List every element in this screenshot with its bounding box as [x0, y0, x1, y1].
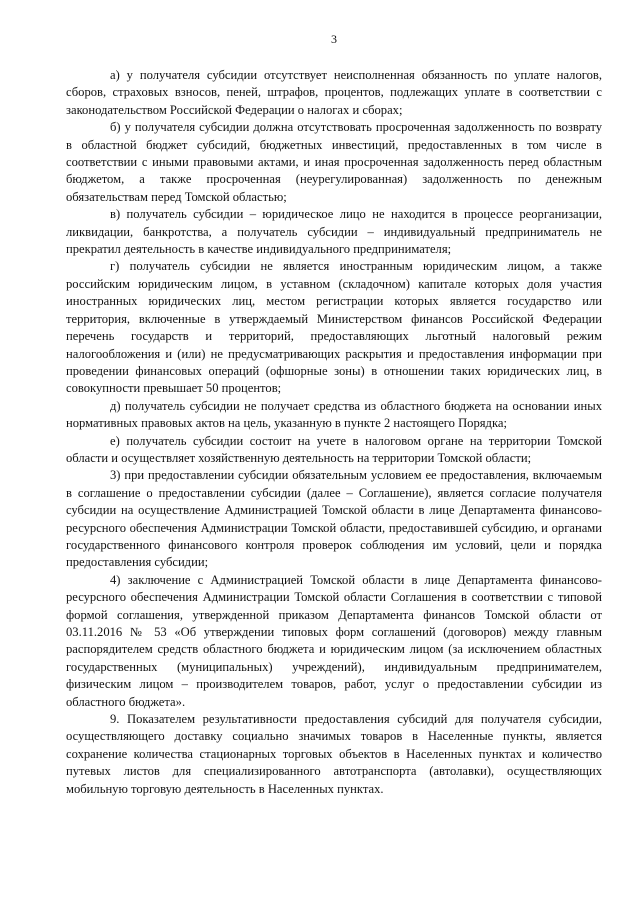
paragraph-b: б) у получателя субсидии должна отсутствовать просроченная задолженность по возврату в областной бюджет субсидий, бюджетных инвестиций, предоставленных в том числе в соответствии с иными правовыми актами, и иная просроченная задолженность перед областным бюджетом, а также просроченная (неурегулированная) задолженность по денежным обязательствам перед Томской областью; [66, 120, 602, 204]
paragraph-9: 9. Показателем результативности предоставления субсидий для получателя субсидии, осуществляющего доставку социально значимых товаров в Населенные пункты, является сохранение количества стационарных торговых объектов в Населенных пунктах и количество путевых листов для специализированного автотранспорта (автолавки), осуществляющих мобильную торговую деятельность в Населенных пунктах. [66, 712, 602, 796]
paragraph-4: 4) заключение с Администрацией Томской области в лице Департамента финансово-ресурсного обеспечения Администрации Томской области Соглашения в соответствии с типовой формой соглашения, утвержденной приказом Департамента финансов Томской области от 03.11.2016 № 53 «Об утверждении типовых форм соглашений (договоров) между главным распорядителем средств областного бюджета и юридическим лицом (за исключением областных государственных (муниципальных) учреждений), индивидуальным предпринимателем, физическим лицом – производителем товаров, работ, услуг о предоставлении субсидии из областного бюджета». [66, 572, 602, 709]
paragraph-v: в) получатель субсидии – юридическое лицо не находится в процессе реорганизации, ликвидации, банкротства, а получатель субсидии – индивидуальный предприниматель не прекратил деятельность в качестве индивидуального предпринимателя; [66, 207, 602, 257]
paragraph-3: 3) при предоставлении субсидии обязательным условием ее предоставления, включаемым в соглашение о предоставлении субсидии (далее – Соглашение), является согласие получателя субсидии на осуществление Администрацией Томской области в лице Департамента финансово-ресурсного обеспечения Администрации Томской области, предоставившей субсидию, и органами государственного финансового контроля проверок соблюдения им условий, цели и порядка предоставления субсидии; [66, 468, 602, 570]
paragraph-e: е) получатель субсидии состоит на учете в налоговом органе на территории Томской области и осуществляет хозяйственную деятельность на территории Томской области; [66, 433, 602, 465]
paragraph-a: а) у получателя субсидии отсутствует неисполненная обязанность по уплате налогов, сборов, страховых взносов, пеней, штрафов, процентов, подлежащих уплате в соответствии с законодательством Российской Федерации о налогах и сборах; [66, 68, 602, 117]
page-number: 3 [331, 32, 337, 46]
paragraph-g: г) получатель субсидии не является иностранным юридическим лицом, а также российским юридическим лицом, в уставном (складочном) капитале которых доля участия иностранных юридических лиц, местом регистрации которых является государство или территория, включенные в утверждаемый Министерством финансов Российской Федерации перечень государств и территорий, предоставляющих льготный налоговый режим налогообложения и (или) не предусматривающих раскрытия и предоставления информации при проведении финансовых операций (офшорные зоны) в отношении таких юридических лиц, в совокупности превышает 50 процентов; [66, 259, 602, 396]
paragraph-d: д) получатель субсидии не получает средства из областного бюджета на основании иных нормативных правовых актов на цель, указанную в пункте 2 настоящего Порядка; [66, 398, 602, 431]
